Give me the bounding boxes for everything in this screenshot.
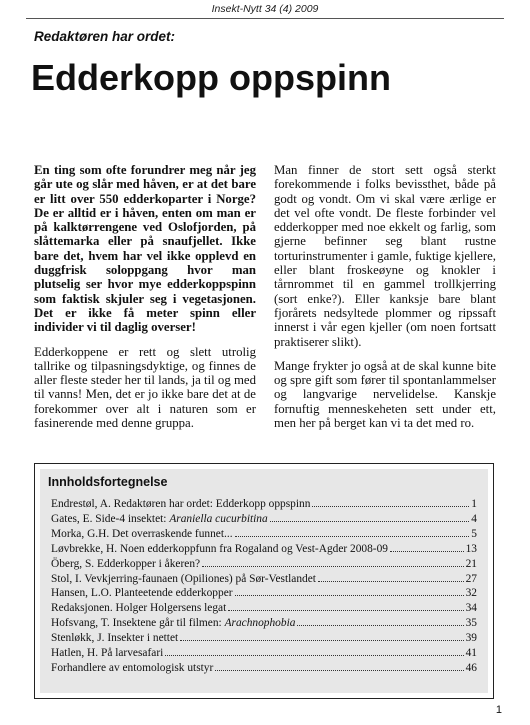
toc-entry-title: Forhandlere av entomologisk utstyr [51,661,214,674]
toc-entry-page: 34 [465,602,477,615]
header-rule [26,18,504,19]
toc-panel [40,469,488,693]
left-column [34,163,256,440]
right-column [274,163,496,440]
toc-leader [202,566,464,567]
body-paragraph: Mange frykter jo også at de skal kunne bite og spre gift som fører til spontanlammelser og langvarige nervelidelse. Kanskje fornuftig menneskeheten sett under ett, men her på berget kan vi ta det med ro. [274,358,496,431]
toc-entry[interactable] [51,631,477,646]
lead-paragraph: En ting som ofte forundrer meg når jeg går ute og slår med håven, er at det bare er litt over 550 edderkoparter i Norge? De er alltid er i håven, enten om man er på kalktørrengene ved Oslofjorden, på slåttemarka eller på snaufjellet. Ikke bare det, hvem har vel ikke opplevd en duggfrisk soloppgang hvor man plutselig ser hvor mye edderkoppspinn som faktisk skjuler seg i vegetasjonen. Det er ikke få meter spinn eller individer vi til daglig overser! [34,163,256,335]
toc-entry-page: 46 [465,661,477,674]
toc-entry[interactable] [51,661,477,676]
toc-leader [270,521,470,522]
toc-leader [180,640,463,641]
toc-entry[interactable] [51,616,477,631]
journal-header: Insekt-Nytt 34 (4) 2009 [211,3,319,15]
toc-leader [235,536,470,537]
toc-entry-page: 32 [465,587,477,600]
toc-entry-title: Hansen, L.O. Planteetende edderkopper [51,587,233,600]
toc-leader [165,655,463,656]
toc-entry-page: 21 [465,557,477,570]
toc-entry-title: Gates, E. Side-4 insektet: Araniella cucurbitina [51,512,268,525]
toc-entry[interactable] [51,586,477,601]
table-of-contents [34,463,494,699]
toc-entry-title: Endrestøl, A. Redaktøren har ordet: Edderkopp oppspinn [51,498,311,510]
toc-entry[interactable] [51,497,477,512]
toc-entry-page: 41 [465,647,477,660]
toc-entry[interactable] [51,527,477,542]
toc-entry-page: 13 [465,542,477,555]
toc-entry[interactable] [51,557,477,572]
toc-list [51,497,477,676]
toc-entry[interactable] [51,646,477,661]
toc-entry-title: Hatlen, H. På larvesafari [51,647,164,660]
article-title: Edderkopp oppspinn [31,57,391,98]
body-paragraph: Man finner de stort sett også sterkt forekommende i folks bevissthet, både på godt og vondt. Om vi skal være ærlige er det vel ofte vondt. De fleste forbinder vel edderkopper med noe ekkelt og farlig, som gjerne befinner seg blant rustne torturinstrumenter i gamle, fuktige kjellere, eller blant froskeøyne og knokler i tårnrommet til en gammel trollkjerring (sort enke?). Eller kanksje bare blant fjorårets nedsyltede plommer og ripssaft innerst i vår egen kjeller (om noen fortsatt praktiserer slikt). [274,163,496,349]
body-paragraph: Edderkoppene er rett og slett utrolig tallrike og tilpasningsdyktige, og finnes de aller fleste steder her til lands, ja til og med til vanns! Men, det er jo ikke bare det at de forekommer over alt i naturen som er fasinerende med denne gruppa. [34,344,256,431]
toc-entry-title: Morka, G.H. Det overraskende funnet... [51,527,233,540]
toc-leader [297,625,463,626]
toc-entry-title: Løvbrekke, H. Noen edderkoppfunn fra Rogaland og Vest-Agder 2008-09 [51,542,388,555]
toc-leader [235,595,464,596]
toc-leader [390,551,464,552]
page-number: 1 [495,704,502,716]
toc-entry-title: Stol, I. Vevkjerring-faunaen (Opiliones) på Sør-Vestlandet [51,572,316,585]
toc-entry-title: Öberg, S. Edderkopper i åkeren? [51,557,201,570]
toc-entry[interactable] [51,601,477,616]
article-kicker: Redaktøren har ordet: [34,29,176,44]
toc-entry-page: 1 [471,498,477,510]
toc-leader [228,610,463,611]
toc-entry-page: 5 [471,527,477,540]
toc-entry-title: Hofsvang, T. Insektene går til filmen: Arachnophobia [51,617,296,630]
toc-leader [318,581,464,582]
toc-entry[interactable] [51,572,477,587]
toc-leader [215,670,463,671]
toc-entry[interactable] [51,542,477,557]
toc-leader [312,506,469,507]
toc-entry[interactable] [51,512,477,527]
toc-entry-page: 35 [465,617,477,630]
toc-title: Innholdsfortegnelse [48,475,168,489]
toc-entry-page: 27 [465,572,477,585]
toc-entry-title: Redaksjonen. Holger Holgersens legat [51,602,227,615]
toc-entry-page: 39 [465,632,477,645]
toc-entry-title: Stenløkk, J. Insekter i nettet [51,632,179,645]
toc-entry-page: 4 [471,512,477,525]
